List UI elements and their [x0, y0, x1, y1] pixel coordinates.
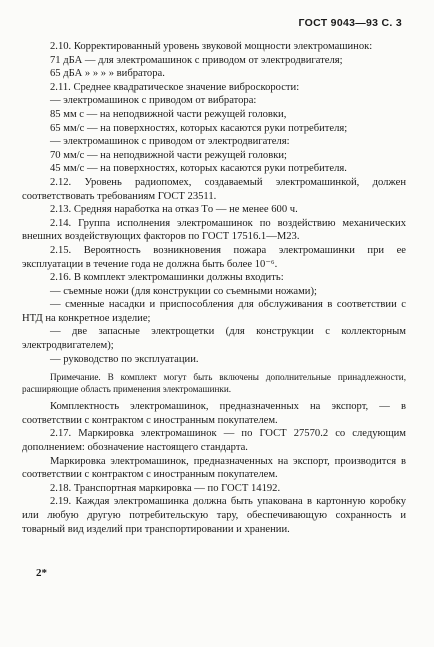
para-2-10-a: 71 дБА — для электромашинок с приводом от электродвигателя; [50, 54, 343, 66]
para-2-11-a: — электромашинок с приводом от вибратора: [50, 95, 257, 107]
para-2-10-b: 65 дБА » » » » вибратора. [50, 68, 165, 80]
para-2-11-b: 85 мм с — на неподвижной части режущей головки, [50, 108, 287, 120]
para-2-11-d: — электромашинок с приводом от электродвигателя: [50, 136, 290, 148]
para-2-18: 2.18. Транспортная маркировка — по ГОСТ 14192. [50, 482, 281, 494]
para-export-marking: Маркировка электромашинок, предназначенных на экспорт, производится в соответствии с контрактом с иностранным покупателем. [22, 455, 406, 481]
document-body [22, 40, 406, 536]
para-2-11-e: 70 мм/с — на неподвижной части режущей головки; [50, 149, 287, 161]
page-footer-mark: 2* [36, 567, 47, 579]
para-2-13: 2.13. Средняя наработка на отказ Tо — не менее 600 ч. [50, 204, 298, 216]
para-2-19: 2.19. Каждая электромашинка должна быть упакована в картонную коробку или любую другую потребительскую тару, обеспечивающую сохранность и товарный вид изделий при транспортировании и хранении. [22, 496, 406, 535]
para-2-17: 2.17. Маркировка электромашинок — по ГОСТ 27570.2 со следующим дополнением: обозначение настоящего стандарта. [22, 428, 406, 454]
para-2-16-a: — съемные ножи (для конструкции со съемными ножами); [50, 285, 317, 297]
para-2-16-c: — две запасные электрощетки (для конструкции с коллекторным электродвигателем); [22, 326, 406, 352]
para-2-12: 2.12. Уровень радиопомех, создаваемый электромашинкой, должен соответствовать требованиям ГОСТ 23511. [22, 176, 406, 202]
note: Примечание. В комплект могут быть включены дополнительные принадлежности, расширяющие область применения электромашинки. [22, 372, 406, 395]
page-header: ГОСТ 9043—93 С. 3 [298, 17, 402, 29]
para-2-14: 2.14. Группа исполнения электромашинок по воздействию механических внешних воздействующих факторов по ГОСТ 17516.1—М23. [22, 217, 406, 243]
para-2-11-c: 65 мм/с — на поверхностях, которых касаются руки потребителя; [50, 122, 348, 134]
para-2-16-b: — сменные насадки и приспособления для обслуживания в соответствии с НТД на конкретное изделие; [22, 299, 406, 324]
para-export-completeness: Комплектность электромашинок, предназначенных на экспорт, — в соответствии с контрактом с иностранным покупателем. [22, 401, 406, 426]
para-2-10: 2.10. Корректированный уровень звуковой мощности электромашинок: [50, 41, 373, 52]
para-2-16: 2.16. В комплект электромашинки должны входить: [50, 272, 284, 284]
para-2-15: 2.15. Вероятность возникновения пожара электромашинки при ее эксплуатации в течение года не должна быть более 10⁻⁶. [22, 244, 406, 270]
para-2-16-d: — руководство по эксплуатации. [50, 353, 199, 365]
para-2-11: 2.11. Среднее квадратическое значение виброскорости: [50, 81, 300, 93]
para-2-11-f: 45 мм/с — на поверхностях, которых касаются руки потребителя. [50, 163, 347, 175]
